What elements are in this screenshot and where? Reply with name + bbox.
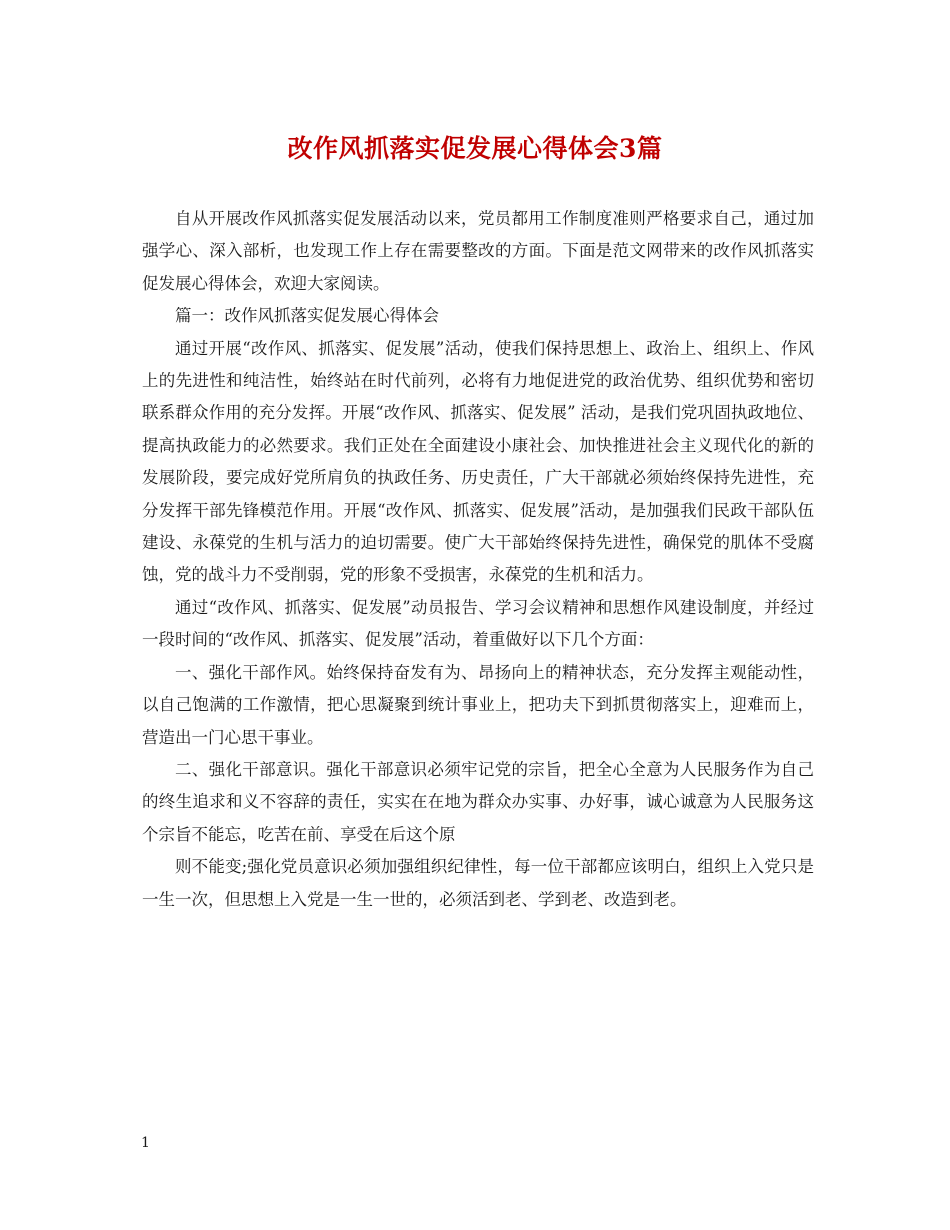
intro-paragraph: 自从开展改作风抓落实促发展活动以来，党员都用工作制度准则严格要求自己，通过加强学心、深入部析，也发现工作上存在需要整改的方面。下面是范文网带来的改作风抓落实促发展心得体会，欢迎大家阅读。 [142,209,814,293]
body-paragraph: 通过“改作风、抓落实、促发展”动员报告、学习会议精神和思想作风建设制度，并经过一段时间的“改作风、抓落实、促发展”活动，着重做好以下几个方面： [142,597,814,650]
section-heading: 篇一：改作风抓落实促发展心得体会 [175,306,439,326]
body-paragraph: 一、强化干部作风。始终保持奋发有为、昂扬向上的精神状态，充分发挥主观能动性，以自己饱满的工作激情，把心思凝聚到统计事业上，把功夫下到抓贯彻落实上，迎难而上，营造出一门心思干事业。 [142,662,814,747]
document-body [142,203,814,916]
body-paragraph: 二、强化干部意识。强化干部意识必须牢记党的宗旨，把全心全意为人民服务作为自己的终生追求和义不容辞的责任，实实在在地为群众办实事、办好事，诚心诚意为人民服务这个宗旨不能忘，吃苦在前、享受在后这个原 [142,759,814,844]
body-paragraph: 通过开展“改作风、抓落实、促发展”活动，使我们保持思想上、政治上、组织上、作风上的先进性和纯洁性，始终站在时代前列，必将有力地促进党的政治优势、组织优势和密切联系群众作用的充分发挥。开展“改作风、抓落实、促发展” 活动，是我们党巩固执政地位、提高执政能力的必然要求。我们正处在全面建设小康社会、加快推进社会主义现代化的新的发展阶段，要完成好党所肩负的执政任务、历史责任，广大干部就必须始终保持先进性，充分发挥干部先锋模范作用。开展“改作风、抓落实、促发展”活动，是加强我们民政干部队伍建设、永葆党的生机与活力的迫切需要。使广大干部始终保持先进性，确保党的肌体不受腐蚀，党的战斗力不受削弱，党的形象不受损害，永葆党的生机和活力。 [142,338,814,585]
page-number: 1 [141,1135,150,1151]
document-title: 改作风抓落实促发展心得体会3篇 [287,134,663,163]
body-paragraph: 则不能变;强化党员意识必须加强组织纪律性，每一位干部都应该明白，组织上入党只是一生一次，但思想上入党是一生一世的，必须活到老、学到老、改造到老。 [142,857,814,909]
